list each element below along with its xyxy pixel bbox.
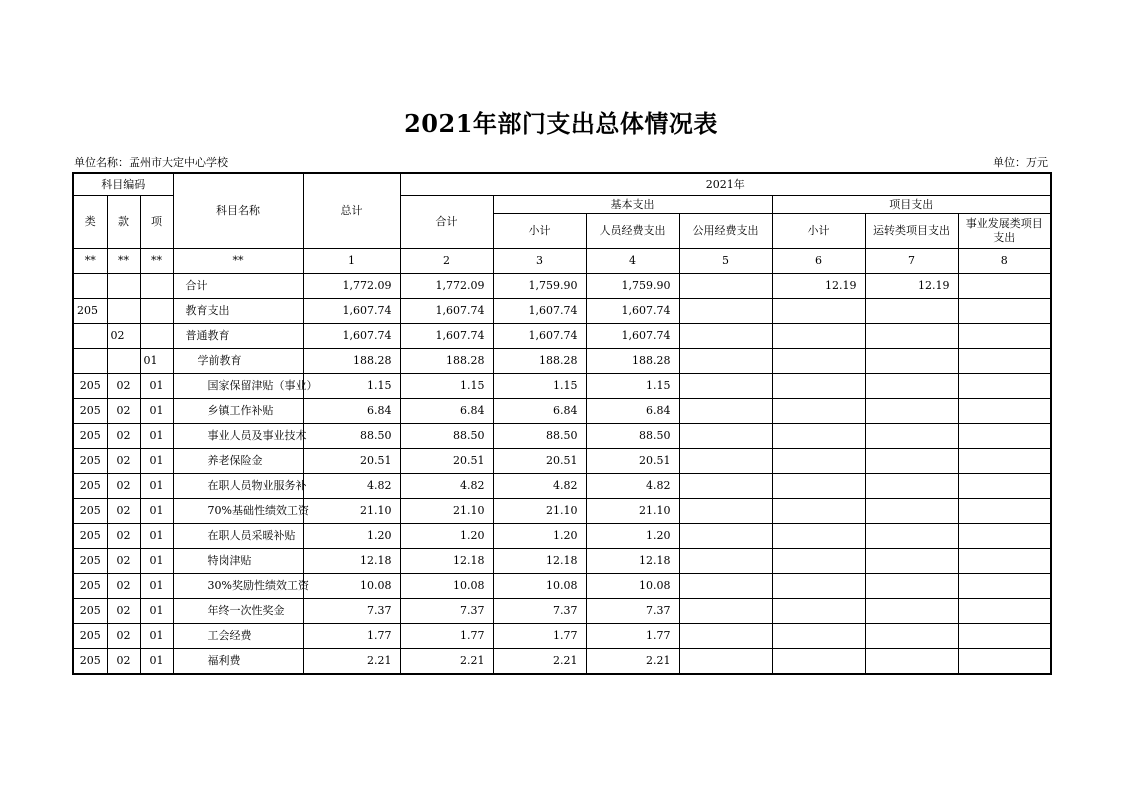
- cell-project-subtotal: [772, 524, 865, 549]
- expenditure-table: [72, 172, 1052, 675]
- cell-xiang: 01: [140, 624, 173, 649]
- table-row: [73, 574, 1051, 599]
- cell-personnel: 1.20: [586, 524, 679, 549]
- cell-heji: 12.18: [400, 549, 493, 574]
- cell-transfer: [865, 499, 958, 524]
- col-num-1: 1: [303, 249, 400, 274]
- table-row: [73, 374, 1051, 399]
- cell-xiang: 01: [140, 474, 173, 499]
- table-row: [73, 349, 1051, 374]
- cell-project-subtotal: [772, 649, 865, 675]
- cell-lei: 205: [73, 474, 107, 499]
- cell-transfer: [865, 549, 958, 574]
- header-kuan: 款: [107, 196, 140, 249]
- cell-public: [679, 524, 772, 549]
- cell-total: 188.28: [303, 349, 400, 374]
- cell-xiang: [140, 324, 173, 349]
- cell-xiang: 01: [140, 449, 173, 474]
- cell-lei: 205: [73, 549, 107, 574]
- cell-total: 2.21: [303, 649, 400, 675]
- header-lei: 类: [73, 196, 107, 249]
- cell-transfer: [865, 374, 958, 399]
- cell-lei: [73, 349, 107, 374]
- cell-development: [958, 399, 1051, 424]
- cell-kuan: 02: [107, 374, 140, 399]
- header-project-subtotal: 小计: [772, 214, 865, 249]
- table-row: [73, 549, 1051, 574]
- cell-development: [958, 274, 1051, 299]
- cell-heji: 1,607.74: [400, 299, 493, 324]
- cell-xiang: 01: [140, 424, 173, 449]
- cell-kuan: 02: [107, 399, 140, 424]
- table-row: [73, 324, 1051, 349]
- cell-subject-name: 教育支出: [173, 299, 303, 324]
- cell-kuan: 02: [107, 624, 140, 649]
- cell-public: [679, 574, 772, 599]
- table-row: [73, 649, 1051, 675]
- cell-lei: 205: [73, 299, 107, 324]
- cell-personnel: 1,607.74: [586, 324, 679, 349]
- cell-basic-subtotal: 2.21: [493, 649, 586, 675]
- cell-total: 1,772.09: [303, 274, 400, 299]
- cell-lei: 205: [73, 499, 107, 524]
- cell-xiang: 01: [140, 549, 173, 574]
- cell-personnel: 10.08: [586, 574, 679, 599]
- stars-lei: **: [73, 249, 107, 274]
- table-row: [73, 424, 1051, 449]
- cell-public: [679, 649, 772, 675]
- stars-kuan: **: [107, 249, 140, 274]
- cell-kuan: 02: [107, 474, 140, 499]
- cell-total: 20.51: [303, 449, 400, 474]
- cell-development: [958, 649, 1051, 675]
- cell-total: 1,607.74: [303, 324, 400, 349]
- header-development: 事业发展类项目支出: [958, 214, 1051, 249]
- cell-public: [679, 324, 772, 349]
- cell-lei: 205: [73, 449, 107, 474]
- cell-kuan: 02: [107, 574, 140, 599]
- cell-heji: 1.77: [400, 624, 493, 649]
- cell-project-subtotal: [772, 449, 865, 474]
- cell-personnel: 4.82: [586, 474, 679, 499]
- col-num-8: 8: [958, 249, 1051, 274]
- cell-total: 6.84: [303, 399, 400, 424]
- cell-heji: 1.20: [400, 524, 493, 549]
- table-row: [73, 624, 1051, 649]
- cell-development: [958, 449, 1051, 474]
- cell-xiang: [140, 274, 173, 299]
- cell-development: [958, 624, 1051, 649]
- cell-heji: 6.84: [400, 399, 493, 424]
- cell-heji: 7.37: [400, 599, 493, 624]
- cell-total: 21.10: [303, 499, 400, 524]
- cell-personnel: 188.28: [586, 349, 679, 374]
- col-num-6: 6: [772, 249, 865, 274]
- cell-heji: 188.28: [400, 349, 493, 374]
- cell-kuan: 02: [107, 599, 140, 624]
- cell-subject-name: 合计: [173, 274, 303, 299]
- cell-total: 4.82: [303, 474, 400, 499]
- header-year: 2021年: [400, 173, 1051, 196]
- header-basic-subtotal: 小计: [493, 214, 586, 249]
- cell-transfer: [865, 424, 958, 449]
- cell-lei: 205: [73, 624, 107, 649]
- cell-subject-name: 年终一次性奖金: [173, 599, 303, 624]
- cell-subject-name: 养老保险金: [173, 449, 303, 474]
- cell-project-subtotal: [772, 374, 865, 399]
- cell-project-subtotal: [772, 349, 865, 374]
- table-row: [73, 274, 1051, 299]
- cell-project-subtotal: [772, 499, 865, 524]
- header-total: 总计: [303, 173, 400, 249]
- cell-basic-subtotal: 1,607.74: [493, 324, 586, 349]
- cell-development: [958, 574, 1051, 599]
- cell-development: [958, 499, 1051, 524]
- header-heji: 合计: [400, 196, 493, 249]
- col-num-3: 3: [493, 249, 586, 274]
- cell-personnel: 1,607.74: [586, 299, 679, 324]
- cell-lei: 205: [73, 524, 107, 549]
- cell-basic-subtotal: 1,759.90: [493, 274, 586, 299]
- cell-transfer: [865, 449, 958, 474]
- col-num-2: 2: [400, 249, 493, 274]
- table-body: [73, 274, 1051, 675]
- cell-transfer: [865, 574, 958, 599]
- cell-xiang: 01: [140, 399, 173, 424]
- cell-personnel: 1,759.90: [586, 274, 679, 299]
- cell-transfer: [865, 349, 958, 374]
- cell-basic-subtotal: 4.82: [493, 474, 586, 499]
- cell-heji: 1,607.74: [400, 324, 493, 349]
- cell-project-subtotal: [772, 399, 865, 424]
- cell-public: [679, 599, 772, 624]
- cell-transfer: 12.19: [865, 274, 958, 299]
- cell-total: 1.15: [303, 374, 400, 399]
- cell-transfer: [865, 624, 958, 649]
- cell-development: [958, 599, 1051, 624]
- cell-subject-name: 工会经费: [173, 624, 303, 649]
- cell-heji: 1,772.09: [400, 274, 493, 299]
- cell-transfer: [865, 599, 958, 624]
- cell-kuan: 02: [107, 324, 140, 349]
- table-row: [73, 499, 1051, 524]
- cell-kuan: [107, 274, 140, 299]
- cell-public: [679, 549, 772, 574]
- cell-lei: [73, 274, 107, 299]
- cell-project-subtotal: [772, 574, 865, 599]
- col-num-5: 5: [679, 249, 772, 274]
- cell-project-subtotal: [772, 424, 865, 449]
- header-public: 公用经费支出: [679, 214, 772, 249]
- cell-lei: 205: [73, 374, 107, 399]
- cell-lei: 205: [73, 574, 107, 599]
- cell-public: [679, 299, 772, 324]
- cell-basic-subtotal: 6.84: [493, 399, 586, 424]
- cell-kuan: 02: [107, 449, 140, 474]
- unit-name: 单位名称：孟州市大定中心学校: [74, 156, 228, 169]
- cell-total: 1.77: [303, 624, 400, 649]
- cell-personnel: 1.77: [586, 624, 679, 649]
- cell-public: [679, 449, 772, 474]
- cell-development: [958, 299, 1051, 324]
- cell-subject-name: 特岗津贴: [173, 549, 303, 574]
- cell-development: [958, 524, 1051, 549]
- cell-basic-subtotal: 1.15: [493, 374, 586, 399]
- header-basic: 基本支出: [493, 196, 772, 214]
- cell-project-subtotal: [772, 474, 865, 499]
- cell-project-subtotal: [772, 624, 865, 649]
- cell-xiang: 01: [140, 349, 173, 374]
- cell-development: [958, 424, 1051, 449]
- cell-public: [679, 424, 772, 449]
- stars-name: **: [173, 249, 303, 274]
- cell-basic-subtotal: 188.28: [493, 349, 586, 374]
- cell-kuan: [107, 299, 140, 324]
- cell-development: [958, 374, 1051, 399]
- cell-total: 12.18: [303, 549, 400, 574]
- cell-heji: 1.15: [400, 374, 493, 399]
- cell-personnel: 88.50: [586, 424, 679, 449]
- cell-total: 1.20: [303, 524, 400, 549]
- cell-public: [679, 624, 772, 649]
- cell-subject-name: 学前教育: [173, 349, 303, 374]
- cell-transfer: [865, 524, 958, 549]
- cell-personnel: 2.21: [586, 649, 679, 675]
- cell-total: 88.50: [303, 424, 400, 449]
- cell-personnel: 21.10: [586, 499, 679, 524]
- cell-development: [958, 324, 1051, 349]
- cell-basic-subtotal: 88.50: [493, 424, 586, 449]
- cell-xiang: 01: [140, 599, 173, 624]
- cell-basic-subtotal: 10.08: [493, 574, 586, 599]
- unit-label: 单位：万元: [993, 156, 1048, 169]
- table-row: [73, 299, 1051, 324]
- cell-heji: 88.50: [400, 424, 493, 449]
- cell-basic-subtotal: 7.37: [493, 599, 586, 624]
- cell-total: 10.08: [303, 574, 400, 599]
- cell-transfer: [865, 299, 958, 324]
- header-transfer: 运转类项目支出: [865, 214, 958, 249]
- cell-total: 7.37: [303, 599, 400, 624]
- cell-subject-name: 乡镇工作补贴: [173, 399, 303, 424]
- stars-xiang: **: [140, 249, 173, 274]
- cell-heji: 10.08: [400, 574, 493, 599]
- cell-subject-name: 在职人员物业服务补: [173, 474, 303, 499]
- cell-xiang: 01: [140, 524, 173, 549]
- cell-public: [679, 499, 772, 524]
- header-project: 项目支出: [772, 196, 1051, 214]
- cell-public: [679, 474, 772, 499]
- cell-subject-name: 在职人员采暖补贴: [173, 524, 303, 549]
- table-row: [73, 474, 1051, 499]
- cell-kuan: 02: [107, 524, 140, 549]
- cell-subject-name: 福利费: [173, 649, 303, 675]
- cell-basic-subtotal: 1.77: [493, 624, 586, 649]
- cell-project-subtotal: [772, 549, 865, 574]
- cell-lei: 205: [73, 399, 107, 424]
- cell-xiang: 01: [140, 499, 173, 524]
- col-num-7: 7: [865, 249, 958, 274]
- cell-kuan: [107, 349, 140, 374]
- cell-basic-subtotal: 21.10: [493, 499, 586, 524]
- cell-kuan: 02: [107, 499, 140, 524]
- header-xiang: 项: [140, 196, 173, 249]
- cell-heji: 20.51: [400, 449, 493, 474]
- cell-personnel: 7.37: [586, 599, 679, 624]
- cell-xiang: 01: [140, 649, 173, 675]
- cell-lei: 205: [73, 599, 107, 624]
- cell-xiang: 01: [140, 374, 173, 399]
- cell-transfer: [865, 649, 958, 675]
- cell-transfer: [865, 324, 958, 349]
- cell-subject-name: 30%奖励性绩效工资: [173, 574, 303, 599]
- cell-basic-subtotal: 20.51: [493, 449, 586, 474]
- cell-project-subtotal: [772, 299, 865, 324]
- cell-project-subtotal: 12.19: [772, 274, 865, 299]
- cell-xiang: 01: [140, 574, 173, 599]
- header-subject-name: 科目名称: [173, 173, 303, 249]
- cell-subject-name: 普通教育: [173, 324, 303, 349]
- cell-basic-subtotal: 1,607.74: [493, 299, 586, 324]
- table-row: [73, 449, 1051, 474]
- cell-basic-subtotal: 1.20: [493, 524, 586, 549]
- page-title: 2021年部门支出总体情况表: [404, 109, 718, 138]
- cell-transfer: [865, 399, 958, 424]
- cell-subject-name: 70%基础性绩效工资: [173, 499, 303, 524]
- table-row: [73, 524, 1051, 549]
- cell-subject-name: 事业人员及事业技术: [173, 424, 303, 449]
- col-num-4: 4: [586, 249, 679, 274]
- cell-lei: [73, 324, 107, 349]
- cell-public: [679, 274, 772, 299]
- header-subject-code: 科目编码: [73, 173, 173, 196]
- cell-heji: 2.21: [400, 649, 493, 675]
- cell-basic-subtotal: 12.18: [493, 549, 586, 574]
- cell-personnel: 6.84: [586, 399, 679, 424]
- cell-project-subtotal: [772, 324, 865, 349]
- table-row: [73, 399, 1051, 424]
- cell-xiang: [140, 299, 173, 324]
- cell-transfer: [865, 474, 958, 499]
- cell-development: [958, 349, 1051, 374]
- cell-lei: 205: [73, 424, 107, 449]
- cell-project-subtotal: [772, 599, 865, 624]
- cell-heji: 4.82: [400, 474, 493, 499]
- cell-development: [958, 549, 1051, 574]
- cell-personnel: 1.15: [586, 374, 679, 399]
- cell-heji: 21.10: [400, 499, 493, 524]
- table-row: [73, 599, 1051, 624]
- cell-lei: 205: [73, 649, 107, 675]
- cell-public: [679, 349, 772, 374]
- cell-development: [958, 474, 1051, 499]
- cell-total: 1,607.74: [303, 299, 400, 324]
- cell-kuan: 02: [107, 424, 140, 449]
- cell-kuan: 02: [107, 549, 140, 574]
- header-personnel: 人员经费支出: [586, 214, 679, 249]
- cell-public: [679, 399, 772, 424]
- cell-personnel: 20.51: [586, 449, 679, 474]
- cell-public: [679, 374, 772, 399]
- cell-kuan: 02: [107, 649, 140, 675]
- cell-subject-name: 国家保留津贴（事业）: [173, 374, 303, 399]
- cell-personnel: 12.18: [586, 549, 679, 574]
